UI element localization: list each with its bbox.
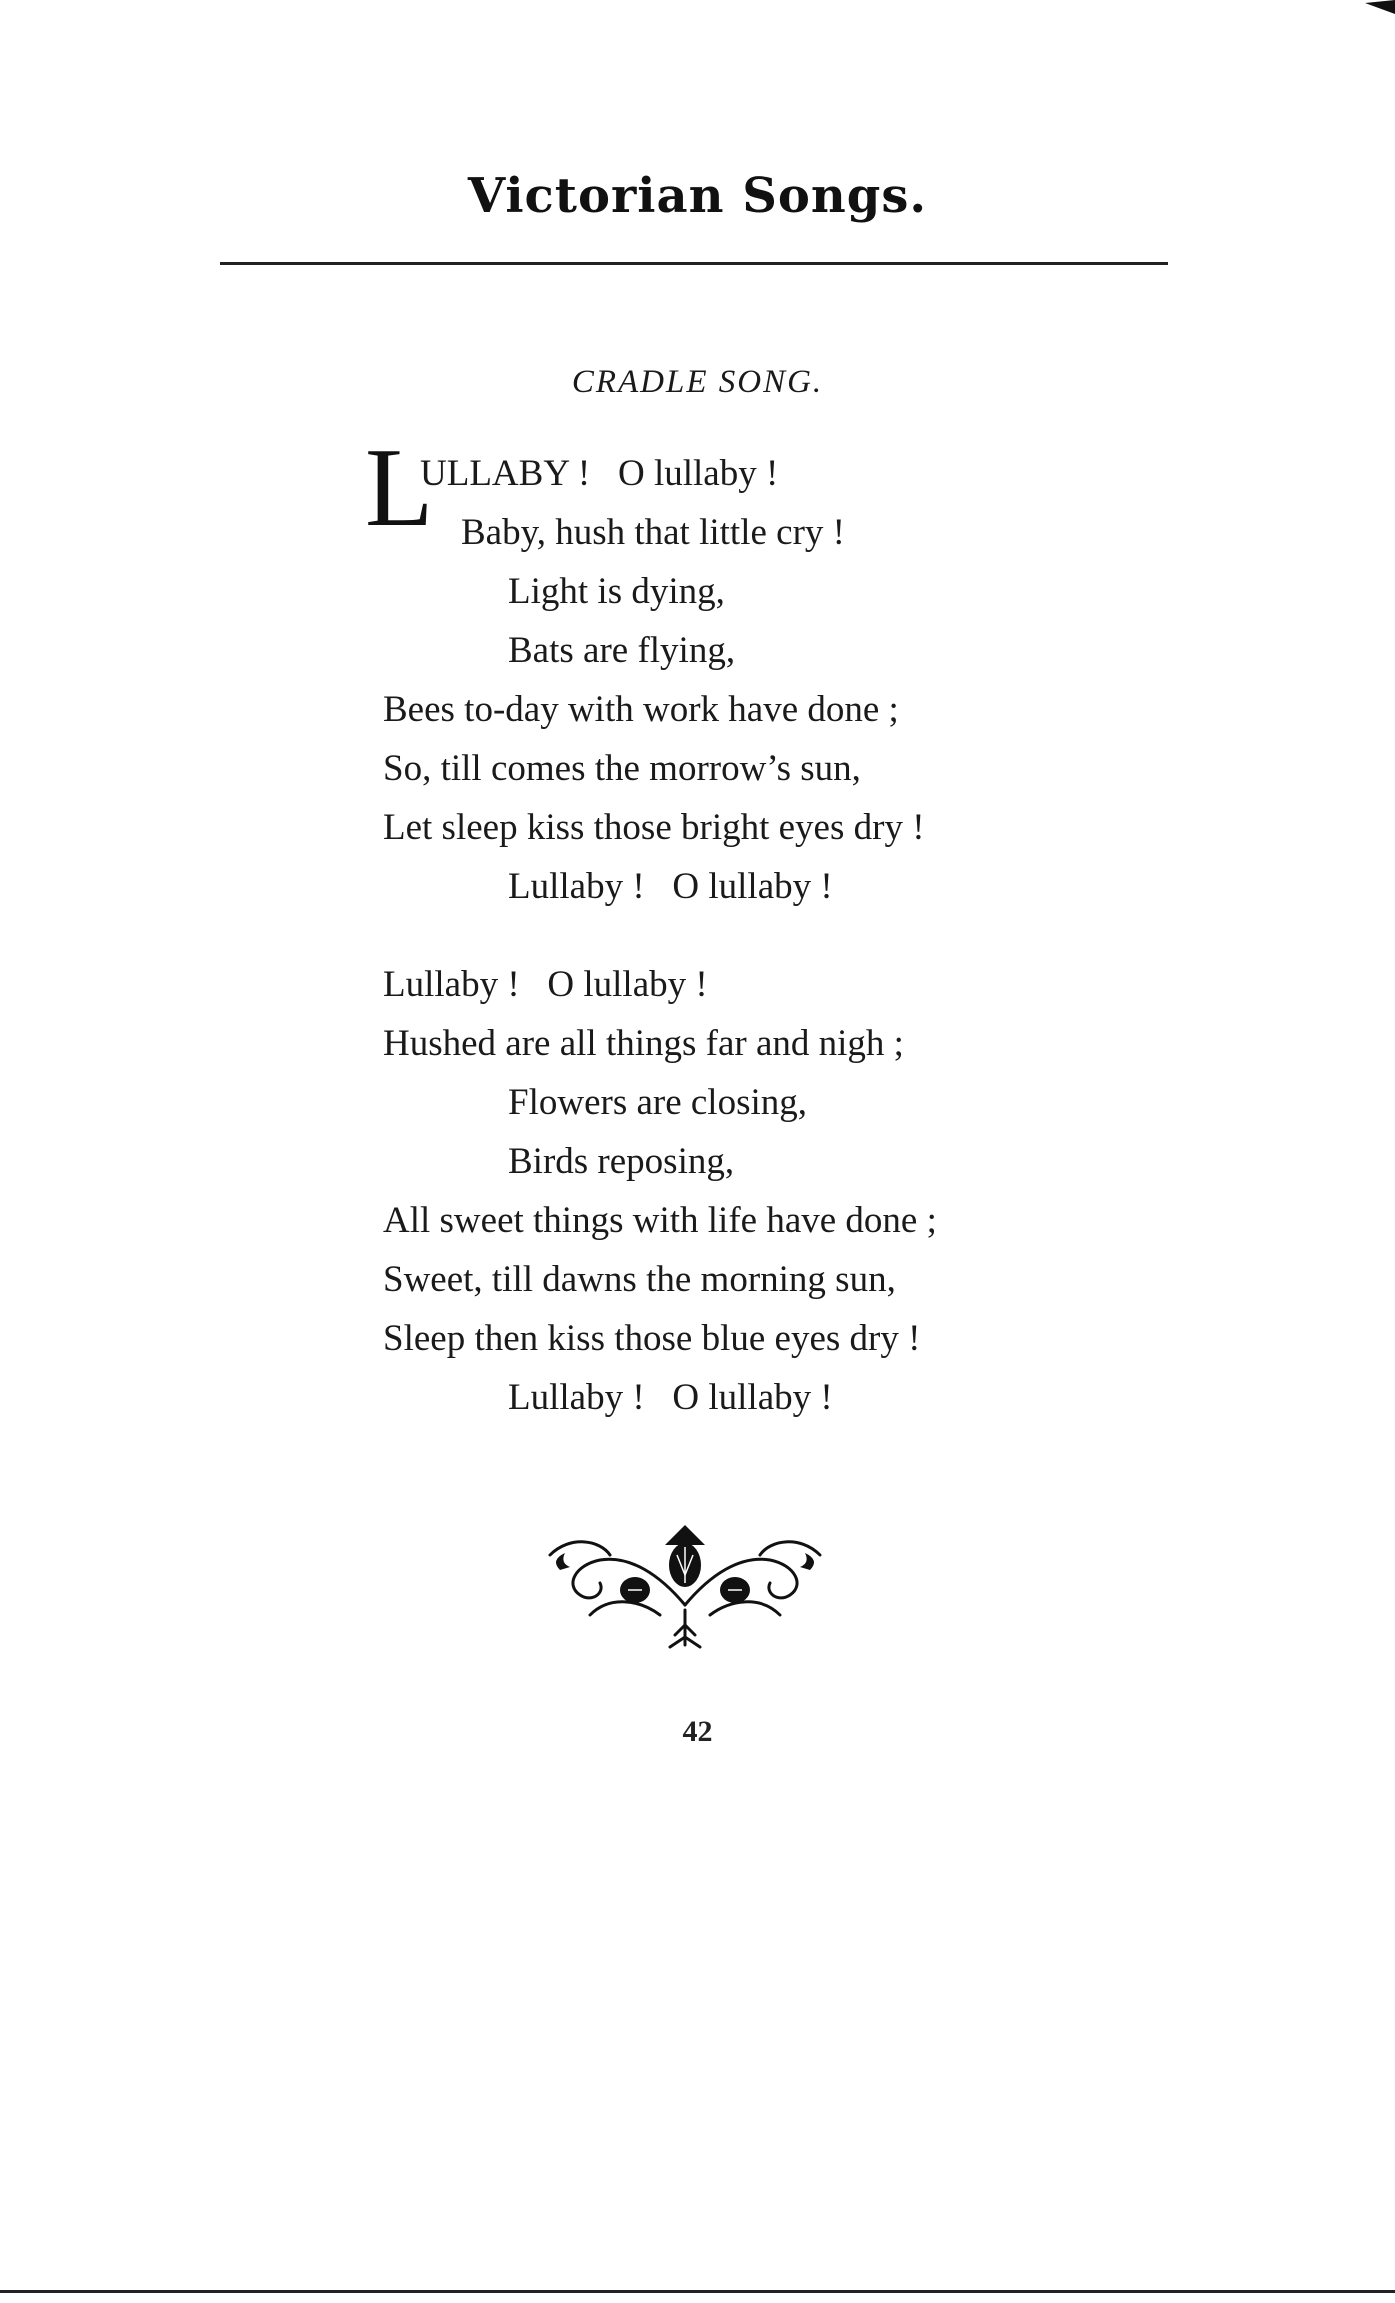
poem-line: Sweet, till dawns the morning sun, <box>383 1259 896 1300</box>
corner-mark-icon <box>1365 0 1395 14</box>
poem-line: Bats are flying, <box>508 630 736 671</box>
drop-cap: L <box>365 426 434 550</box>
poem-line: All sweet things with life have done ; <box>383 1200 937 1241</box>
poem-line: ULLABY ! O lullaby ! <box>420 453 779 494</box>
poem-line: Sleep then kiss those blue eyes dry ! <box>383 1318 921 1359</box>
poem-line: Let sleep kiss those bright eyes dry ! <box>383 807 925 848</box>
poem-line: Lullaby ! O lullaby ! <box>383 964 708 1005</box>
header-rule <box>220 262 1168 265</box>
poem-line: Lullaby ! O lullaby ! <box>508 1377 833 1418</box>
page-number: 42 <box>682 1715 713 1748</box>
bottom-rule <box>0 2290 1395 2293</box>
floral-ornament-icon <box>530 1515 840 1655</box>
poem-title: CRADLE SONG. <box>571 364 824 400</box>
poem-line: Bees to-day with work have done ; <box>383 689 899 730</box>
poem-line: Flowers are closing, <box>508 1082 808 1123</box>
poem-line: Hushed are all things far and nigh ; <box>383 1023 904 1064</box>
poem-line: So, till comes the morrow’s sun, <box>383 748 861 789</box>
poem-line: Lullaby ! O lullaby ! <box>508 866 833 907</box>
poem-line: Baby, hush that little cry ! <box>461 512 845 553</box>
running-title: Victorian Songs. <box>467 168 928 224</box>
poem-line: Birds reposing, <box>508 1141 735 1182</box>
poem-line: Light is dying, <box>508 571 725 612</box>
